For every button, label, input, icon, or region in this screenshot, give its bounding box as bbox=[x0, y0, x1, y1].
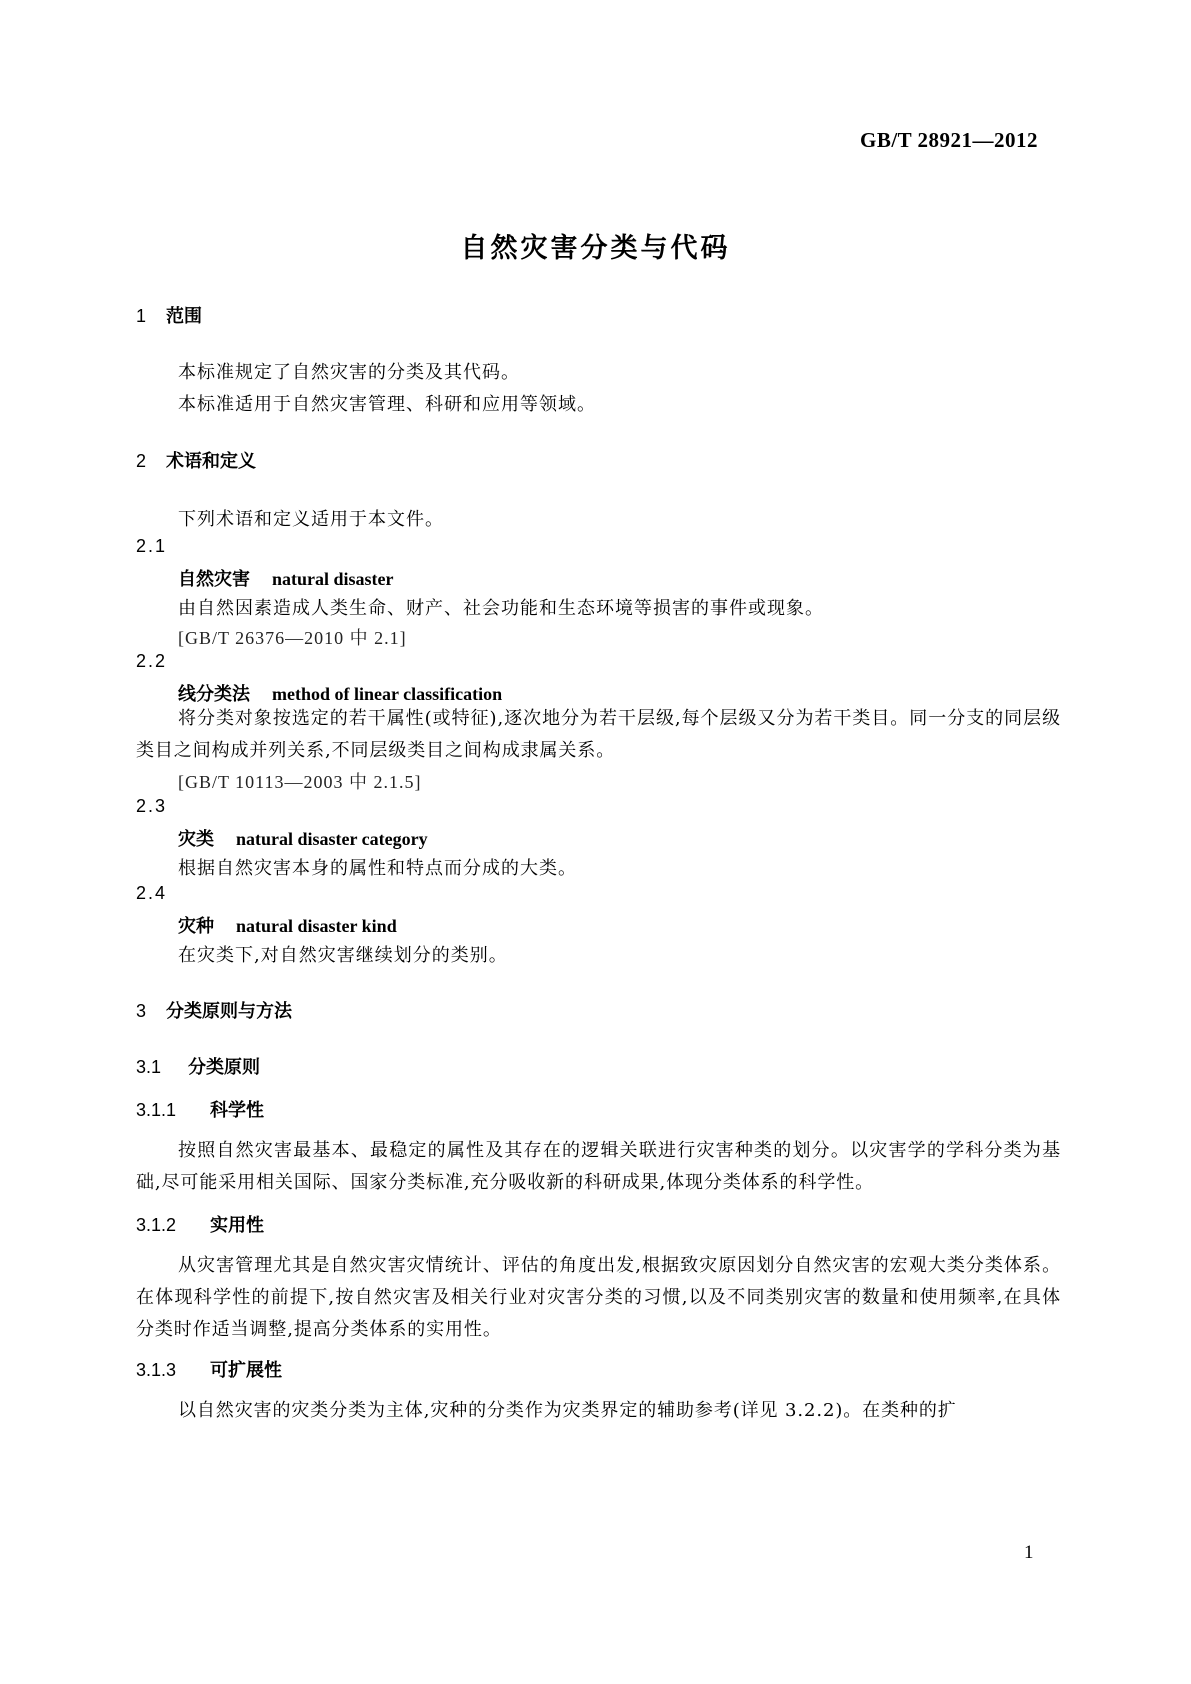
term-english: method of linear classification bbox=[272, 684, 503, 704]
term-source: [GB/T 26376—2010 中 2.1] bbox=[178, 628, 407, 648]
term-definition: 根据自然灾害本身的属性和特点而分成的大类。 bbox=[178, 858, 577, 879]
section-number: 2 bbox=[136, 451, 147, 471]
subsection-title: 科学性 bbox=[210, 1100, 264, 1121]
term-chinese: 线分类法 bbox=[178, 684, 250, 705]
paragraph: 下列术语和定义适用于本文件。 bbox=[178, 509, 444, 530]
paragraph: 本标准规定了自然灾害的分类及其代码。 bbox=[178, 362, 520, 383]
section-number: 1 bbox=[136, 306, 147, 326]
term-source: [GB/T 10113—2003 中 2.1.5] bbox=[178, 772, 422, 792]
subsection-heading-3-1-2 bbox=[136, 1211, 264, 1237]
subsection-number: 3.1.1 bbox=[136, 1100, 177, 1120]
term-number: 2.2 bbox=[136, 651, 168, 671]
paragraph: 以自然灾害的灾类分类为主体,灾种的分类作为灾类界定的辅助参考(详见 3.2.2)。在类种的扩 bbox=[178, 1400, 957, 1421]
subsection-heading-3-1-3 bbox=[136, 1356, 282, 1382]
page-number: 1 bbox=[1024, 1542, 1034, 1563]
term-number: 2.4 bbox=[136, 883, 168, 903]
section-number: 3 bbox=[136, 1001, 147, 1021]
subsection-heading-3-1 bbox=[136, 1053, 260, 1079]
section-title: 术语和定义 bbox=[166, 451, 256, 472]
term-definition: 在灾类下,对自然灾害继续划分的类别。 bbox=[178, 945, 508, 966]
section-title: 分类原则与方法 bbox=[166, 1001, 292, 1022]
term-chinese: 自然灾害 bbox=[178, 569, 250, 590]
document-title: 自然灾害分类与代码 bbox=[460, 233, 731, 264]
subsection-title: 分类原则 bbox=[188, 1057, 260, 1078]
term-english: natural disaster category bbox=[236, 829, 428, 849]
subsection-number: 3.1.3 bbox=[136, 1360, 177, 1380]
subsection-title: 可扩展性 bbox=[210, 1360, 282, 1381]
subsection-title: 实用性 bbox=[210, 1215, 264, 1236]
subsection-number: 3.1.2 bbox=[136, 1215, 177, 1235]
term-entry bbox=[178, 912, 397, 938]
term-number: 2.3 bbox=[136, 796, 168, 816]
term-chinese: 灾种 bbox=[178, 916, 214, 937]
term-entry bbox=[178, 565, 394, 591]
paragraph: 本标准适用于自然灾害管理、科研和应用等领域。 bbox=[178, 394, 596, 415]
term-definition: 由自然因素造成人类生命、财产、社会功能和生态环境等损害的事件或现象。 bbox=[178, 598, 824, 619]
section-heading-2 bbox=[136, 447, 256, 473]
term-chinese: 灾类 bbox=[178, 829, 214, 850]
term-number: 2.1 bbox=[136, 536, 168, 556]
paragraph: 按照自然灾害最基本、最稳定的属性及其存在的逻辑关联进行灾害种类的划分。以灾害学的学科分类为基础,尽可能采用相关国际、国家分类标准,充分吸收新的科研成果,体现分类体系的科学性。 bbox=[136, 1140, 1061, 1193]
term-english: natural disaster bbox=[272, 569, 394, 589]
section-heading-1 bbox=[136, 302, 202, 328]
subsection-heading-3-1-1 bbox=[136, 1096, 264, 1122]
term-entry bbox=[178, 825, 428, 851]
section-title: 范围 bbox=[166, 306, 202, 327]
standard-code: GB/T 28921—2012 bbox=[860, 128, 1039, 152]
term-english: natural disaster kind bbox=[236, 916, 397, 936]
section-heading-3 bbox=[136, 997, 292, 1023]
paragraph: 从灾害管理尤其是自然灾害灾情统计、评估的角度出发,根据致灾原因划分自然灾害的宏观大类分类体系。在体现科学性的前提下,按自然灾害及相关行业对灾害分类的习惯,以及不同类别灾害的数量和使用频率,在具体分类时作适当调整,提高分类体系的实用性。 bbox=[136, 1255, 1061, 1340]
term-definition: 将分类对象按选定的若干属性(或特征),逐次地分为若干层级,每个层级又分为若干类目。同一分支的同层级类目之间构成并列关系,不同层级类目之间构成隶属关系。 bbox=[136, 708, 1061, 761]
subsection-number: 3.1 bbox=[136, 1057, 162, 1077]
